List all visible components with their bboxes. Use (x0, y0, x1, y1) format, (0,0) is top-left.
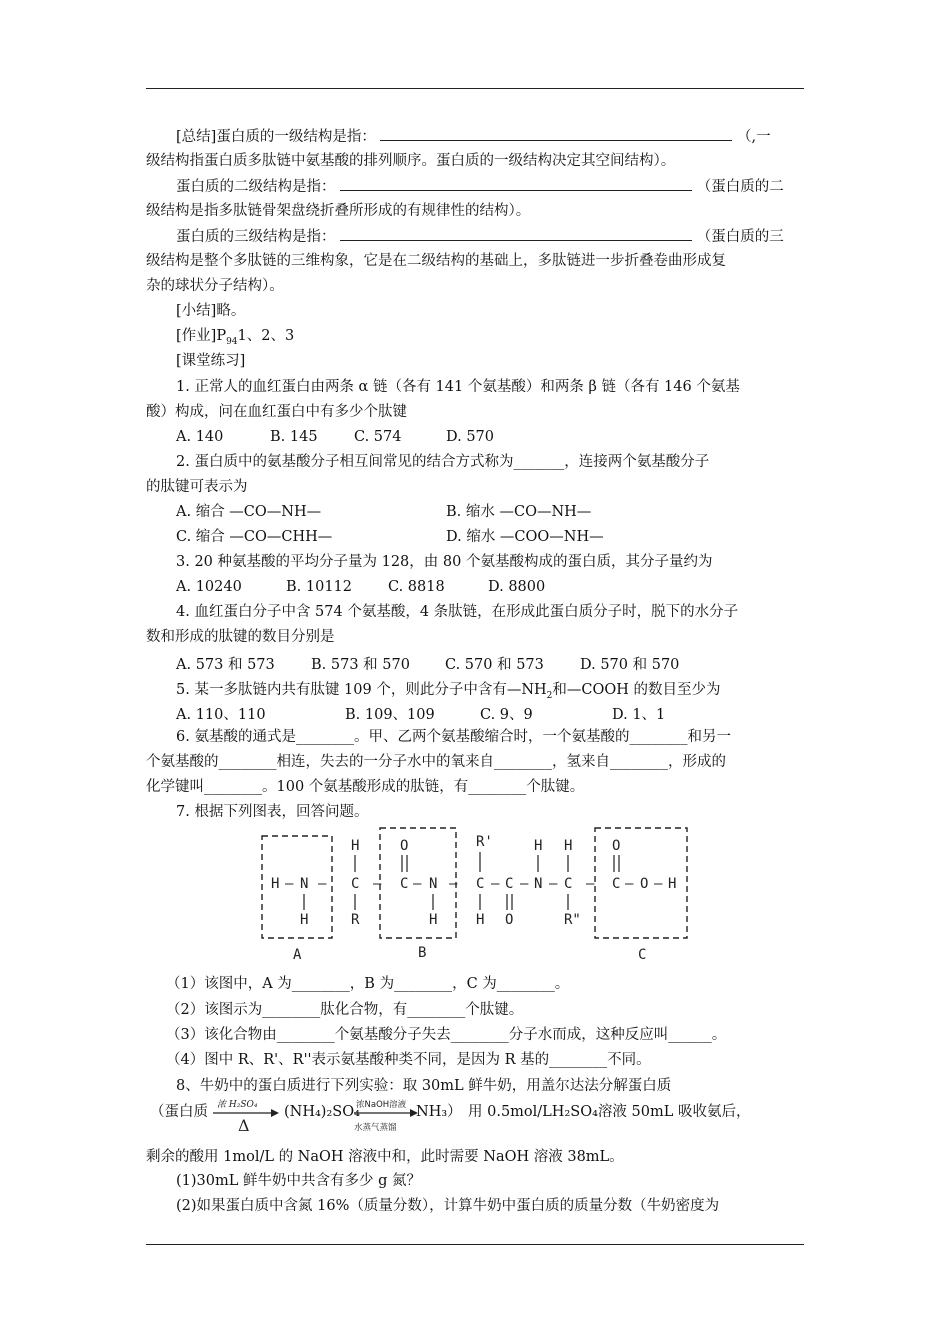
q8-sub2: (2)如果蛋白质中含氮 16%（质量分数），计算牛奶中蛋白质的质量分数（牛奶密度为 (176, 1198, 720, 1214)
svg-text:浓 H₂SO₄: 浓 H₂SO₄ (217, 1100, 258, 1110)
svg-text:N: N (300, 876, 309, 892)
svg-text:—: — (449, 876, 458, 892)
secondary-blank[interactable] (340, 176, 692, 191)
svg-text:H: H (351, 838, 360, 854)
tertiary-label: 蛋白质的三级结构是指： (176, 229, 336, 245)
top-bonds (355, 852, 619, 872)
svg-text:—: — (654, 876, 663, 892)
svg-text:—: — (285, 876, 294, 892)
svg-text:R': R' (476, 834, 493, 850)
q5-option-d[interactable]: D. 1、1 (612, 707, 666, 723)
svg-text:R": R" (564, 912, 581, 928)
svg-text:浓NaOH溶液: 浓NaOH溶液 (356, 1100, 407, 1110)
q8-sub1: (1)30mL 鲜牛奶中共含有多少 g 氮？ (176, 1173, 421, 1189)
svg-text:C: C (476, 876, 485, 892)
q4-line1: 4. 血红蛋白分子中含 574 个氨基酸，4 条肽链，在形成此蛋白质分子时，脱下的水分子 (176, 604, 739, 620)
svg-text:H: H (534, 838, 543, 854)
svg-text:Δ: Δ (238, 1116, 250, 1132)
q2-option-d[interactable]: D. 缩水 —COO—NH— (446, 529, 604, 545)
q8-product2: NH₃） (416, 1104, 462, 1120)
svg-text:—: — (491, 876, 500, 892)
svg-text:O: O (505, 912, 514, 928)
svg-text:—: — (520, 876, 529, 892)
q2-option-c[interactable]: C. 缩合 —CO—CHH— (176, 529, 333, 545)
svg-text:—: — (413, 876, 422, 892)
svg-text:N: N (429, 876, 438, 892)
svg-text:—: — (586, 876, 595, 892)
q3-option-a[interactable]: A. 10240 (176, 579, 242, 595)
q6-line3: 化学键叫________。100 个氨基酸形成的肽链，有________个肽键。 (146, 779, 585, 795)
homework: [作业]$P_{94}1$、2、3 (176, 328, 295, 347)
q7-sub1: （1）该图中，A 为________，B 为________，C 为________。 (166, 976, 570, 992)
svg-text:H: H (668, 876, 677, 892)
q7-sub4: （4）图中 R、R'、R''表示氨基酸种类不同，是因为 R 基的________不同。 (166, 1052, 651, 1068)
svg-text:C: C (351, 876, 360, 892)
top-rule (146, 88, 804, 89)
q2-line1: 2. 蛋白质中的氨基酸分子相互间常见的结合方式称为_______，连接两个氨基酸分子 (176, 454, 710, 470)
box-label-a: A (293, 947, 302, 963)
q4-option-b[interactable]: B. 573 和 570 (311, 657, 410, 673)
primary-blank[interactable] (380, 126, 732, 141)
secondary-label: 蛋白质的二级结构是指： (176, 179, 336, 195)
q8-reaction-tail: 用 0.5mol/LH₂SO₄溶液 50mL 吸收氨后， (468, 1104, 751, 1120)
reaction-arrow-1 (211, 1096, 281, 1132)
svg-text:H: H (271, 876, 280, 892)
tertiary-tail: （蛋白质的三 (696, 229, 784, 245)
svg-text:R: R (351, 912, 360, 928)
q8-reaction-start: （蛋白质 (150, 1104, 208, 1120)
svg-text:—: — (373, 876, 382, 892)
svg-text:H: H (429, 912, 438, 928)
practice-heading: [课堂练习] (176, 353, 246, 369)
q1-option-a[interactable]: A. 140 (176, 429, 224, 445)
q5-line1: 5. 某一多肽链内共有肽键 109 个，则此分子中含有$—NH_2$和—COOH 的数目至少为 (176, 682, 721, 701)
q5-option-c[interactable]: C. 9、9 (480, 707, 533, 723)
svg-text:C: C (564, 876, 573, 892)
svg-text:C: C (505, 876, 514, 892)
q3-line1: 3. 20 种氨基酸的平均分子量为 128，由 80 个氨基酸构成的蛋白质，其分子量约为 (176, 554, 713, 570)
q8-product1: (NH₄)₂SO₄ (284, 1104, 360, 1120)
svg-text:—: — (625, 876, 634, 892)
q3-option-b[interactable]: B. 10112 (286, 579, 353, 595)
q4-line2: 数和形成的肽键的数目分别是 (146, 629, 335, 645)
primary-structure-line (176, 126, 806, 147)
q7-line1: 7. 根据下列图表，回答问题。 (176, 804, 369, 820)
q5-option-a[interactable]: A. 110、110 (176, 707, 266, 723)
q6-line2: 个氨基酸的________相连，失去的一分子水中的氧来自________，氢来自________，形成的 (146, 754, 726, 770)
q3-option-d[interactable]: D. 8800 (488, 579, 546, 595)
secondary-cont: 级结构是指多肽链骨架盘绕折叠所形成的有规律性的结构）。 (146, 203, 531, 219)
peptide-structure-diagram (255, 822, 705, 967)
primary-label: [总结]蛋白质的一级结构是指： (176, 129, 376, 145)
q1-option-c[interactable]: C. 574 (354, 429, 402, 445)
q7-sub2: （2）该图示为________肽化合物，有________个肽键。 (166, 1002, 524, 1018)
q2-line2: 的肽键可表示为 (146, 479, 248, 495)
primary-tail: （,一 (737, 129, 771, 145)
svg-text:H: H (476, 912, 485, 928)
top-substituents (351, 834, 620, 854)
q2-option-b[interactable]: B. 缩水 —CO—NH— (446, 504, 592, 520)
tertiary-cont-1: 级结构是整个多肽链的三维构象，它是在二级结构的基础上，多肽链进一步折叠卷曲形成复 (146, 253, 726, 269)
svg-text:O: O (400, 838, 409, 854)
q7-sub3: （3）该化合物由________个氨基酸分子失去________分子水而成，这种反应叫______。 (166, 1027, 727, 1043)
svg-text:H: H (300, 912, 309, 928)
bottom-substituents (300, 912, 581, 928)
svg-text:—: — (318, 876, 327, 892)
box-label-b: B (418, 945, 427, 961)
q6-line1: 6. 氨基酸的通式是________。甲、乙两个氨基酸缩合时，一个氨基酸的________和另一 (176, 729, 731, 745)
q1-option-d[interactable]: D. 570 (446, 429, 495, 445)
tertiary-structure-line (176, 226, 806, 247)
bottom-rule (146, 1244, 804, 1245)
svg-text:C: C (400, 876, 409, 892)
q3-option-c[interactable]: C. 8818 (388, 579, 445, 595)
svg-text:O: O (612, 838, 621, 854)
q8-line1: 8、牛奶中的蛋白质进行下列实验：取 30mL 鲜牛奶，用盖尔达法分解蛋白质 (176, 1078, 672, 1094)
svg-text:水蒸气蒸馏: 水蒸气蒸馏 (354, 1123, 397, 1133)
xiaojie: [小结]略。 (176, 303, 246, 319)
svg-text:—: — (549, 876, 558, 892)
svg-text:N: N (534, 876, 543, 892)
reaction-arrow-2 (352, 1096, 422, 1136)
svg-text:O: O (640, 876, 649, 892)
bottom-bonds (304, 894, 568, 910)
q4-option-c[interactable]: C. 570 和 573 (445, 657, 544, 673)
q1-option-b[interactable]: B. 145 (270, 429, 318, 445)
svg-text:H: H (564, 838, 573, 854)
box-label-c: C (638, 947, 647, 963)
svg-text:C: C (612, 876, 621, 892)
tertiary-cont-2: 杂的球状分子结构）。 (146, 278, 284, 294)
q1-line2: 酸）构成，问在血红蛋白中有多少个肽键 (146, 404, 407, 420)
tertiary-blank[interactable] (340, 226, 692, 241)
q1-line1: 1. 正常人的血红蛋白由两条 α 链（各有 141 个氨基酸）和两条 β 链（各有 146 个氨基 (176, 379, 740, 395)
q5-option-b[interactable]: B. 109、109 (345, 707, 435, 723)
primary-cont: 级结构指蛋白质多肽链中氨基酸的排列顺序。蛋白质的一级结构决定其空间结构）。 (146, 153, 676, 169)
q2-option-a[interactable]: A. 缩合 —CO—NH— (176, 504, 322, 520)
q8-line3: 剩余的酸用 1mol/L 的 NaOH 溶液中和，此时需要 NaOH 溶液 38mL。 (146, 1149, 624, 1165)
secondary-structure-line (176, 176, 806, 197)
secondary-tail: （蛋白质的二 (696, 179, 784, 195)
q4-option-a[interactable]: A. 573 和 573 (176, 657, 275, 673)
q4-option-d[interactable]: D. 570 和 570 (580, 657, 680, 673)
